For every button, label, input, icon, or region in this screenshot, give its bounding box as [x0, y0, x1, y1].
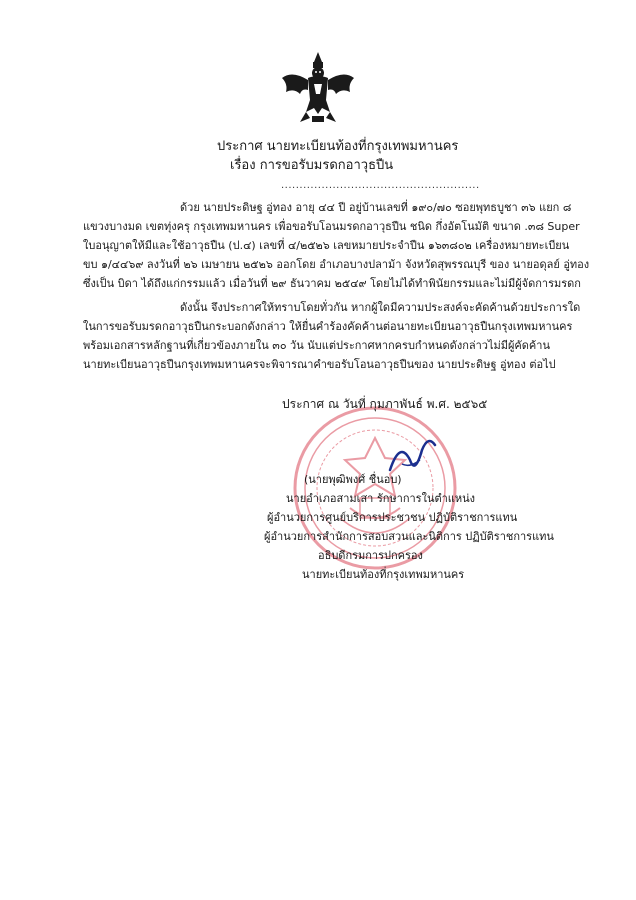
paragraph-2-line: พร้อมเอกสารหลักฐานที่เกี่ยวข้องภายใน ๓๐ วัน นับแต่ประกาศหากครบกำหนดดังกล่าวไม่มีผู้คัดค้าน: [83, 339, 550, 352]
paragraph-1-line: ด้วย นายประดิษฐ อู่ทอง อายุ ๔๔ ปี อยู่บ้านเลขที่ ๑๙๐/๗๐ ซอยพุทธบูชา ๓๖ แยก ๘: [180, 201, 572, 214]
garuda-emblem-icon: [278, 48, 358, 126]
paragraph-1-line: ใบอนุญาตให้มีและใช้อาวุธปืน (ป.๔) เลขที่ ๔/๒๕๒๖ เลขหมายประจำปืน ๑๖๓๘๐๒ เครื่องหมายทะเบียน: [83, 239, 570, 252]
signer-title-line: ผู้อำนวยการสำนักการสอบสวนและนิติการ ปฏิบัติราชการแทน: [264, 530, 554, 543]
paragraph-1-line: ซึ่งเป็น บิดา ได้ถึงแก่กรรมแล้ว เมื่อวันที่ ๒๙ ธันวาคม ๒๕๔๙ โดยไม่ได้ทำพินัยกรรมและไม่มีผู้จัดการมรดก: [83, 277, 581, 290]
title-separator: ......................................................: [281, 180, 480, 191]
announcement-date: ประกาศ ณ วันที่ กุมภาพันธ์ พ.ศ. ๒๕๖๕: [282, 397, 488, 411]
paragraph-2-line: ดังนั้น จึงประกาศให้ทราบโดยทั่วกัน หากผู้ใดมีความประสงค์จะคัดค้านด้วยประการใด: [180, 301, 581, 314]
signer-name: (นายพุฒิพงศ์ ชื่นอบ): [304, 473, 402, 486]
signer-title-line: นายอำเภอสามเสา รักษาการในตำแหน่ง: [286, 492, 476, 505]
signer-title-line: นายทะเบียนท้องที่กรุงเทพมหานคร: [302, 568, 465, 581]
paragraph-2-line: นายทะเบียนอาวุธปืนกรุงเทพมหานครจะพิจารณาคำขอรับโอนอาวุธปืนของ นายประดิษฐ อู่ทอง ต่อไป: [83, 358, 556, 371]
signer-title-line: ผู้อำนวยการศูนย์บริการประชาชน ปฏิบัติราชการแทน: [267, 511, 518, 524]
paragraph-1-line: ขบ ๑/๔๔๖๙ ลงวันที่ ๒๖ เมษายน ๒๕๒๖ ออกโดย อำเภอบางปลาม้า จังหวัดสุพรรณบุรี ของ นายอดุลย์ อู่ทอง: [83, 258, 590, 271]
paragraph-2-line: ในการขอรับมรดกอาวุธปืนกระบอกดังกล่าว ให้ยื่นคำร้องคัดค้านต่อนายทะเบียนอาวุธปืนกรุงเทพมหานคร: [83, 320, 573, 333]
signer-title-line: อธิบดีกรมการปกครอง: [318, 549, 423, 562]
document-subject: เรื่อง การขอรับมรดกอาวุธปืน: [230, 158, 394, 173]
paragraph-1-line: แขวงบางมด เขตทุ่งครุ กรุงเทพมหานคร เพื่อขอรับโอนมรดกอาวุธปืน ชนิด กึ่งอัตโนมัติ ขนาด .๓๘ Super: [83, 220, 580, 233]
document-title: ประกาศ นายทะเบียนท้องที่กรุงเทพมหานคร: [217, 139, 459, 154]
